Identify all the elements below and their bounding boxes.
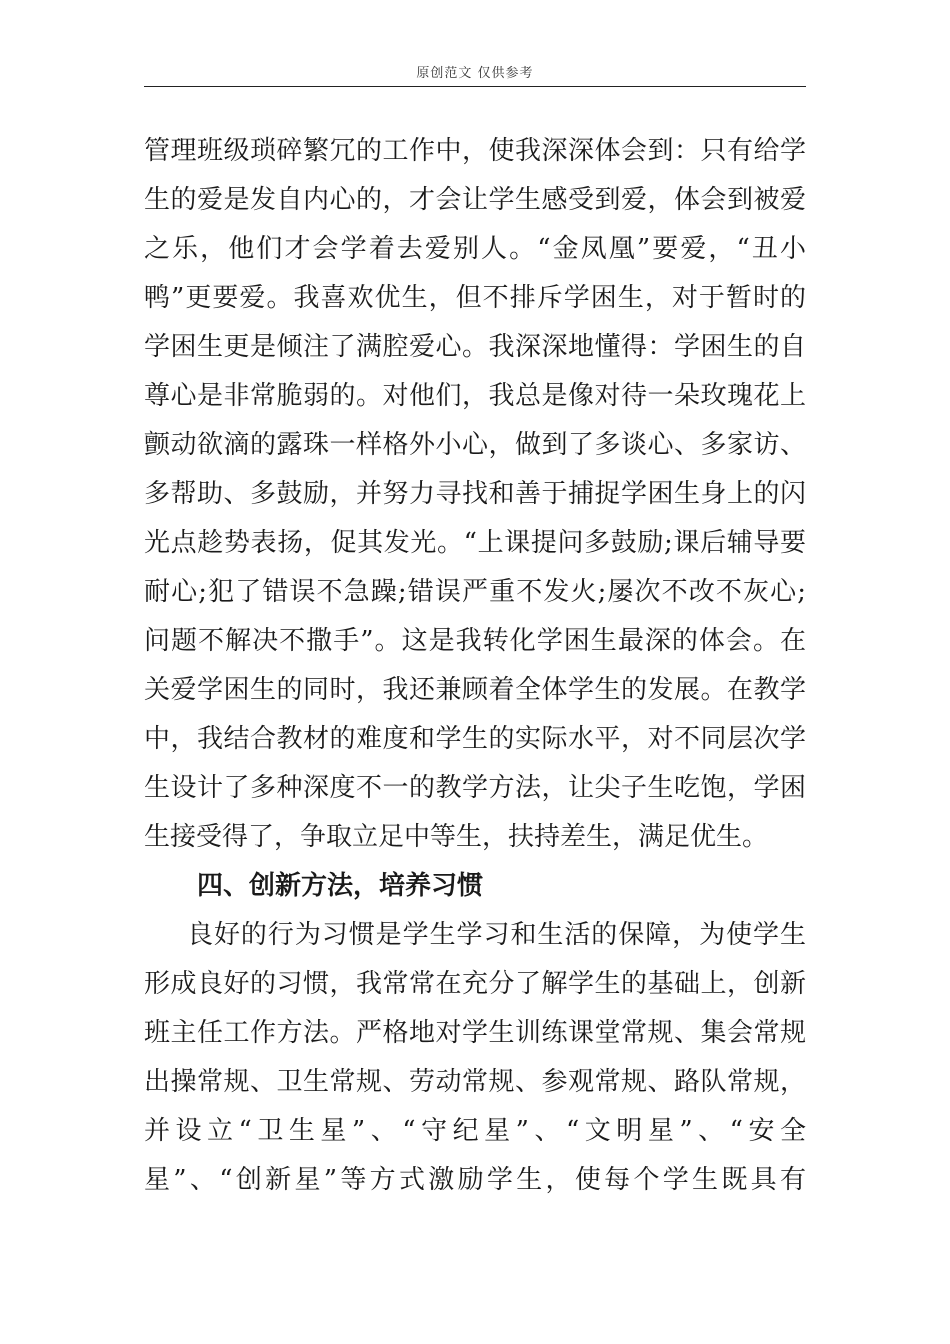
paragraph-line: 耐心;犯了错误不急躁;错误严重不发火;屡次不改不灰心; <box>144 577 806 607</box>
paragraph-line: 问题不解决不撒手”。这是我转化学困生最深的体会。在 <box>144 626 806 656</box>
page-header: 原创范文 仅供参考 <box>416 66 534 81</box>
paragraph-line: 光点趁势表扬，促其发光。“上课提问多鼓励;课后辅导要 <box>144 528 806 558</box>
paragraph-line: 班主任工作方法。严格地对学生训练课堂常规、集会常规 <box>144 1018 806 1048</box>
paragraph-line: 中，我结合教材的难度和学生的实际水平，对不同层次学 <box>144 724 806 754</box>
paragraph-line: 生接受得了，争取立足中等生，扶持差生，满足优生。 <box>144 822 769 852</box>
paragraph-line: 生的爱是发自内心的，才会让学生感受到爱，体会到被爱 <box>144 185 806 215</box>
paragraph-line: 管理班级琐碎繁冗的工作中，使我深深体会到：只有给学 <box>144 136 806 166</box>
header-divider <box>144 86 806 87</box>
paragraph-line: 学困生更是倾注了满腔爱心。我深深地懂得：学困生的自 <box>144 332 806 362</box>
paragraph-line: 并设立“卫生星”、“守纪星”、“文明星”、“安全 <box>144 1116 806 1146</box>
paragraph-line: 出操常规、卫生常规、劳动常规、参观常规、路队常规， <box>144 1067 806 1097</box>
paragraph-line: 生设计了多种深度不一的教学方法，让尖子生吃饱，学困 <box>144 773 806 803</box>
paragraph-line: 关爱学困生的同时，我还兼顾着全体学生的发展。在教学 <box>144 675 806 705</box>
paragraph-line: 尊心是非常脆弱的。对他们，我总是像对待一朵玫瑰花上 <box>144 381 806 411</box>
paragraph-line: 形成良好的习惯，我常常在充分了解学生的基础上，创新 <box>144 969 806 999</box>
document-body <box>144 127 806 1205</box>
paragraph-line: 鸭”更要爱。我喜欢优生，但不排斥学困生，对于暂时的 <box>144 283 806 313</box>
paragraph-line: 颤动欲滴的露珠一样格外小心，做到了多谈心、多家访、 <box>144 430 806 460</box>
paragraph-line: 星”、“创新星”等方式激励学生，使每个学生既具有 <box>144 1165 806 1195</box>
section-heading: 四、创新方法，培养习惯 <box>197 871 484 901</box>
paragraph-line: 多帮助、多鼓励，并努力寻找和善于捕捉学困生身上的闪 <box>144 479 806 509</box>
paragraph-line: 良好的行为习惯是学生学习和生活的保障，为使学生 <box>187 920 806 950</box>
paragraph-line: 之乐，他们才会学着去爱别人。“金凤凰”要爱，“丑小 <box>144 234 806 264</box>
